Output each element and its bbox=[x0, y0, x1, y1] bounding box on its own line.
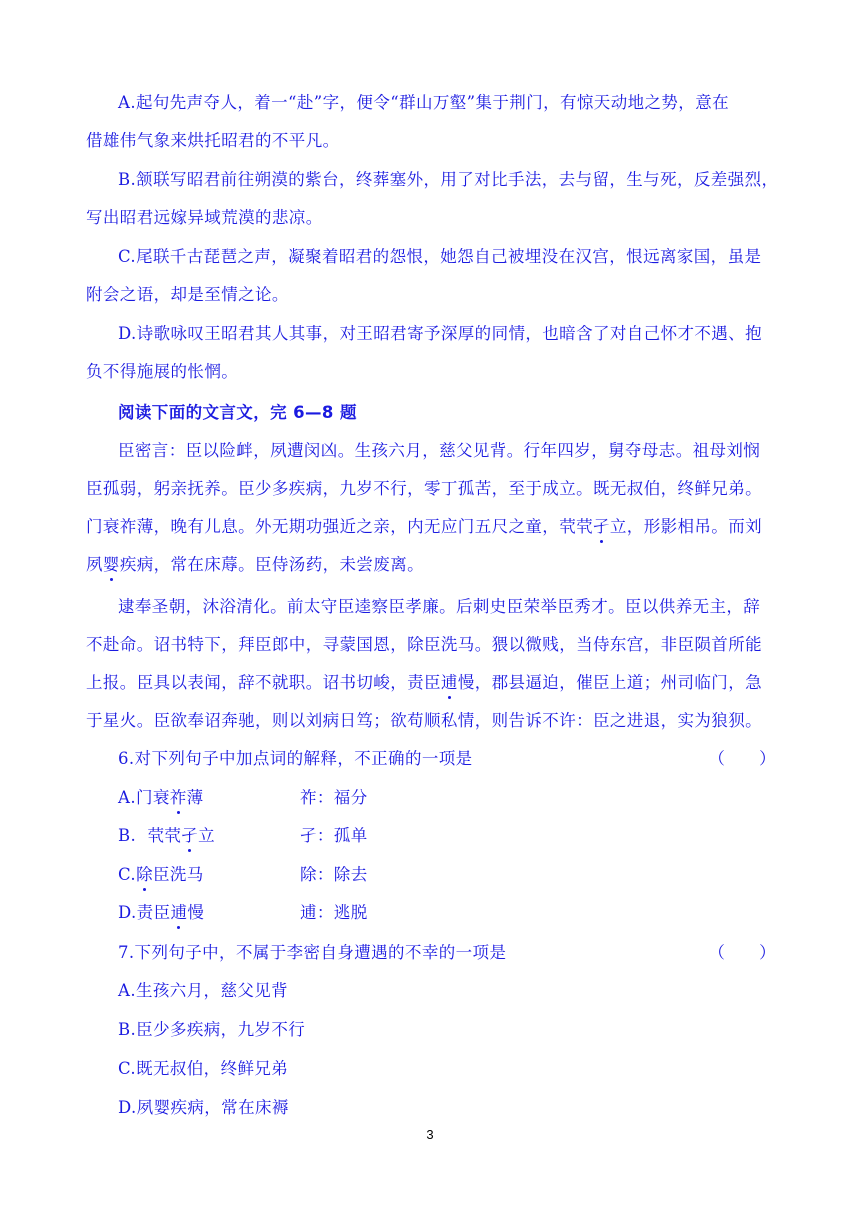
q5-option-b-line1: B.颔联写昭君前往朔漠的紫台，终葬塞外，用了对比手法，去与留，生与死，反差强烈， bbox=[118, 170, 779, 189]
dotted-char-jie-2: 孑 bbox=[181, 826, 199, 845]
q7-option-a: A.生孩六月，慈父见背 bbox=[118, 981, 289, 1000]
passage-p1-line3-text-a: 门衰祚薄，晚有儿息。外无期功强近之亲，内无应门五尺之童，茕茕 bbox=[86, 517, 593, 536]
q5-option-a-line2: 借雄伟气象来烘托昭君的不平凡。 bbox=[86, 131, 340, 150]
passage-p2-line3 bbox=[86, 672, 776, 694]
q6-option-a bbox=[118, 787, 808, 809]
passage-p2-line4: 于星火。臣欲奉诏奔驰，则以刘病日笃；欲苟顺私情，则告诉不许：臣之进退，实为狼狈。 bbox=[86, 711, 762, 730]
q7-option-c: C.既无叔伯，终鲜兄弟 bbox=[118, 1059, 289, 1078]
q5-option-c-line2: 附会之语，却是至情之论。 bbox=[86, 285, 289, 304]
q6-option-b-word: B. 茕茕孑立 bbox=[118, 826, 216, 845]
dotted-char-chu: 除 bbox=[136, 865, 153, 884]
q7-option-d: D.夙婴疾病，常在床褥 bbox=[118, 1098, 289, 1117]
q5-option-d-line1: D.诗歌咏叹王昭君其人其事，对王昭君寄予深厚的同情，也暗含了对自己怀才不遇、抱 bbox=[118, 324, 762, 343]
passage-p1-line1: 臣密言：臣以险衅，夙遭闵凶。生孩六月，慈父见背。行年四岁，舅夺母志。祖母刘悯 bbox=[118, 441, 761, 460]
dotted-char-jie: 孑 bbox=[593, 517, 610, 536]
q7-stem-text: 7.下列句子中，不属于李密自身遭遇的不幸的一项是 bbox=[118, 943, 507, 962]
q6-option-b bbox=[118, 825, 808, 847]
passage-p1-line4-text-b: 疾病，常在床蓐。臣侍汤药，未尝废离。 bbox=[119, 555, 425, 574]
passage-p1-line3-text-b: 立，形影相吊。而刘 bbox=[609, 517, 763, 536]
q5-option-a-line1: A.起句先声夺人，着一“赴”字，便令“群山万壑”集于荆门，有惊天动地之势，意在 bbox=[118, 93, 730, 112]
q6-option-d-word: D.责臣逋慢 bbox=[118, 903, 205, 922]
passage-p2-line1: 逮奉圣朝，沐浴清化。前太守臣逵察臣孝廉。后刺史臣荣举臣秀才。臣以供养无主，辞 bbox=[118, 597, 761, 616]
q6-option-a-gloss: 祚：福分 bbox=[300, 788, 368, 807]
dotted-char-zuo: 祚 bbox=[169, 788, 187, 807]
q7-option-b: B.臣少多疾病，九岁不行 bbox=[118, 1020, 306, 1039]
q6-option-c bbox=[118, 864, 808, 886]
q6-option-b-gloss: 孑：孤单 bbox=[300, 826, 368, 845]
q6-option-a-word: A.门衰祚薄 bbox=[118, 788, 204, 807]
q5-option-c-line1: C.尾联千古琵琶之声，凝聚着昭君的怨恨，她怨自己被埋没在汉宫，恨远离家国，虽是 bbox=[118, 247, 762, 266]
passage-p1-line4-text-a: 夙 bbox=[86, 555, 103, 574]
q6-stem bbox=[118, 748, 776, 770]
q6-option-c-gloss: 除：除去 bbox=[300, 865, 368, 884]
q5-option-b-line2: 写出昭君远嫁异域荒漠的悲凉。 bbox=[86, 208, 323, 227]
dotted-char-bu-2: 逋 bbox=[170, 903, 188, 922]
reading-heading: 阅读下面的文言文，完 6—8 题 bbox=[118, 403, 357, 422]
passage-p1-line3 bbox=[86, 516, 776, 538]
passage-p1-line4 bbox=[86, 554, 776, 576]
q7-stem bbox=[118, 942, 776, 964]
q5-option-d-line2: 负不得施展的怅惘。 bbox=[86, 362, 239, 381]
dotted-char-bu: 逋 bbox=[440, 673, 458, 692]
q6-option-c-word: C.除臣洗马 bbox=[118, 865, 204, 884]
page-number: 3 bbox=[426, 1127, 434, 1142]
passage-p2-line3-text-a: 上报。臣具以表闻，辞不就职。诏书切峻，责臣 bbox=[86, 673, 441, 692]
passage-p2-line3-text-b: 慢，郡县逼迫，催臣上道；州司临门，急 bbox=[457, 673, 763, 692]
q6-option-d-gloss: 逋：逃脱 bbox=[300, 903, 368, 922]
q7-answer-paren: （ ） bbox=[708, 943, 776, 962]
passage-p1-line2: 臣孤弱，躬亲抚养。臣少多疾病，九岁不行，零丁孤苦，至于成立。既无叔伯，终鲜兄弟。 bbox=[86, 479, 762, 498]
dotted-char-ying: 婴 bbox=[102, 555, 120, 574]
passage-p2-line2: 不赴命。诏书特下，拜臣郎中，寻蒙国恩，除臣洗马。猥以微贱，当侍东宫，非臣陨首所能 bbox=[86, 635, 762, 654]
q6-option-d bbox=[118, 902, 808, 924]
q6-answer-paren: （ ） bbox=[708, 749, 776, 768]
q6-stem-text: 6.对下列句子中加点词的解释，不正确的一项是 bbox=[118, 749, 473, 768]
